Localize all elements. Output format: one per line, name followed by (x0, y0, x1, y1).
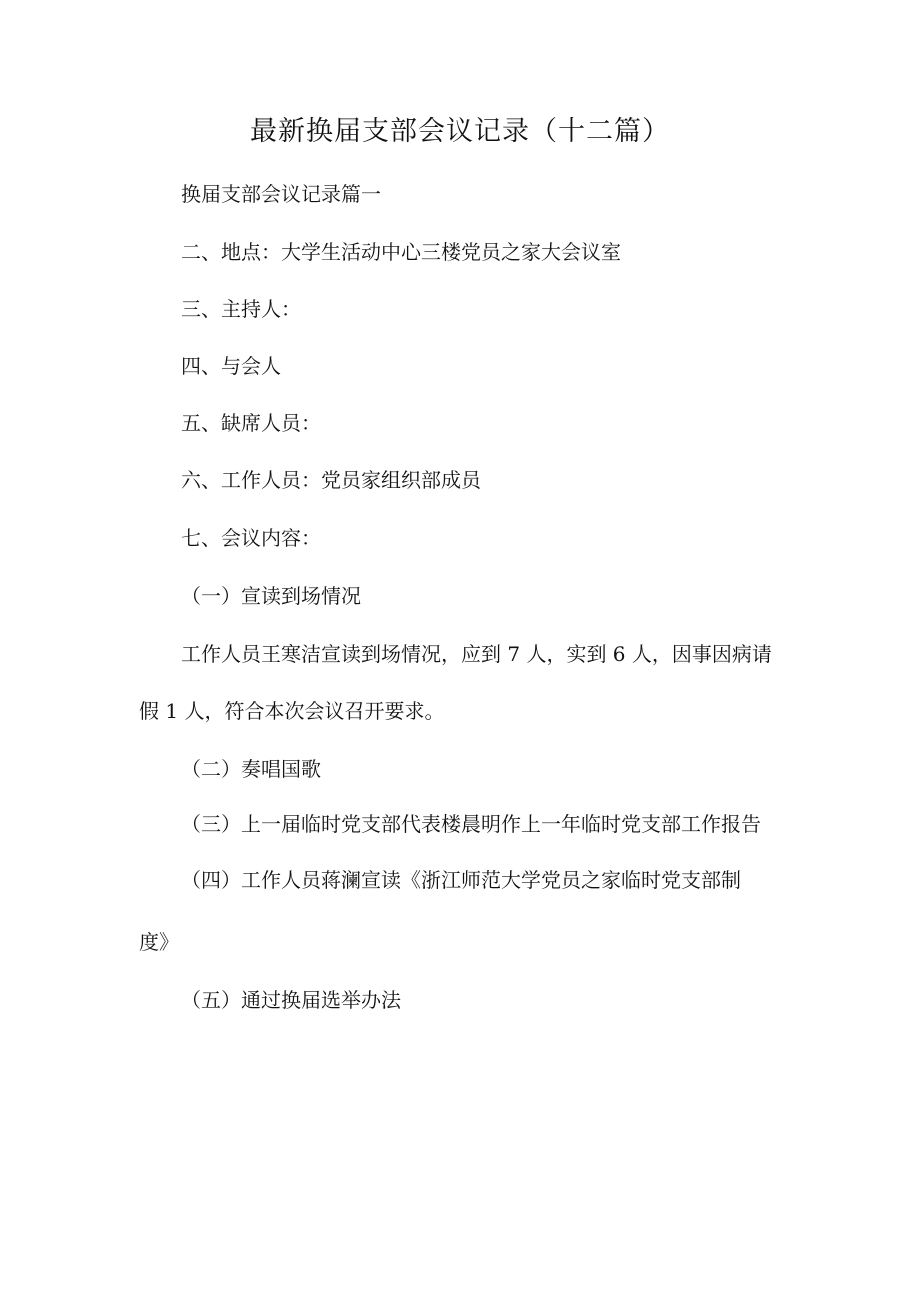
meeting-staff: 六、工作人员：党员家组织部成员 (181, 468, 481, 492)
paragraph-line: 假 1 人，符合本次会议召开要求。 (139, 699, 445, 723)
meeting-location: 二、地点：大学生活动中心三楼党员之家大会议室 (181, 240, 621, 264)
agenda-item-4: （四）工作人员蒋澜宣读《浙江师范大学党员之家临时党支部制 (181, 868, 741, 892)
agenda-item-2: （二）奏唱国歌 (181, 757, 321, 781)
agenda-item-1: （一）宣读到场情况 (181, 584, 361, 608)
document-title: 最新换届支部会议记录（十二篇） (250, 116, 670, 147)
agenda-item-5: （五）通过换届选举办法 (181, 988, 401, 1012)
section-heading: 换届支部会议记录篇一 (181, 182, 381, 206)
paragraph-line: 度》 (139, 930, 179, 954)
meeting-host: 三、主持人： (181, 297, 301, 321)
meeting-content-label: 七、会议内容： (181, 526, 321, 550)
meeting-attendees: 四、与会人 (181, 354, 281, 378)
meeting-absentees: 五、缺席人员： (181, 411, 321, 435)
paragraph-line: 工作人员王寒洁宣读到场情况，应到 7 人，实到 6 人，因事因病请 (181, 642, 772, 666)
agenda-item-3: （三）上一届临时党支部代表楼晨明作上一年临时党支部工作报告 (181, 812, 761, 836)
